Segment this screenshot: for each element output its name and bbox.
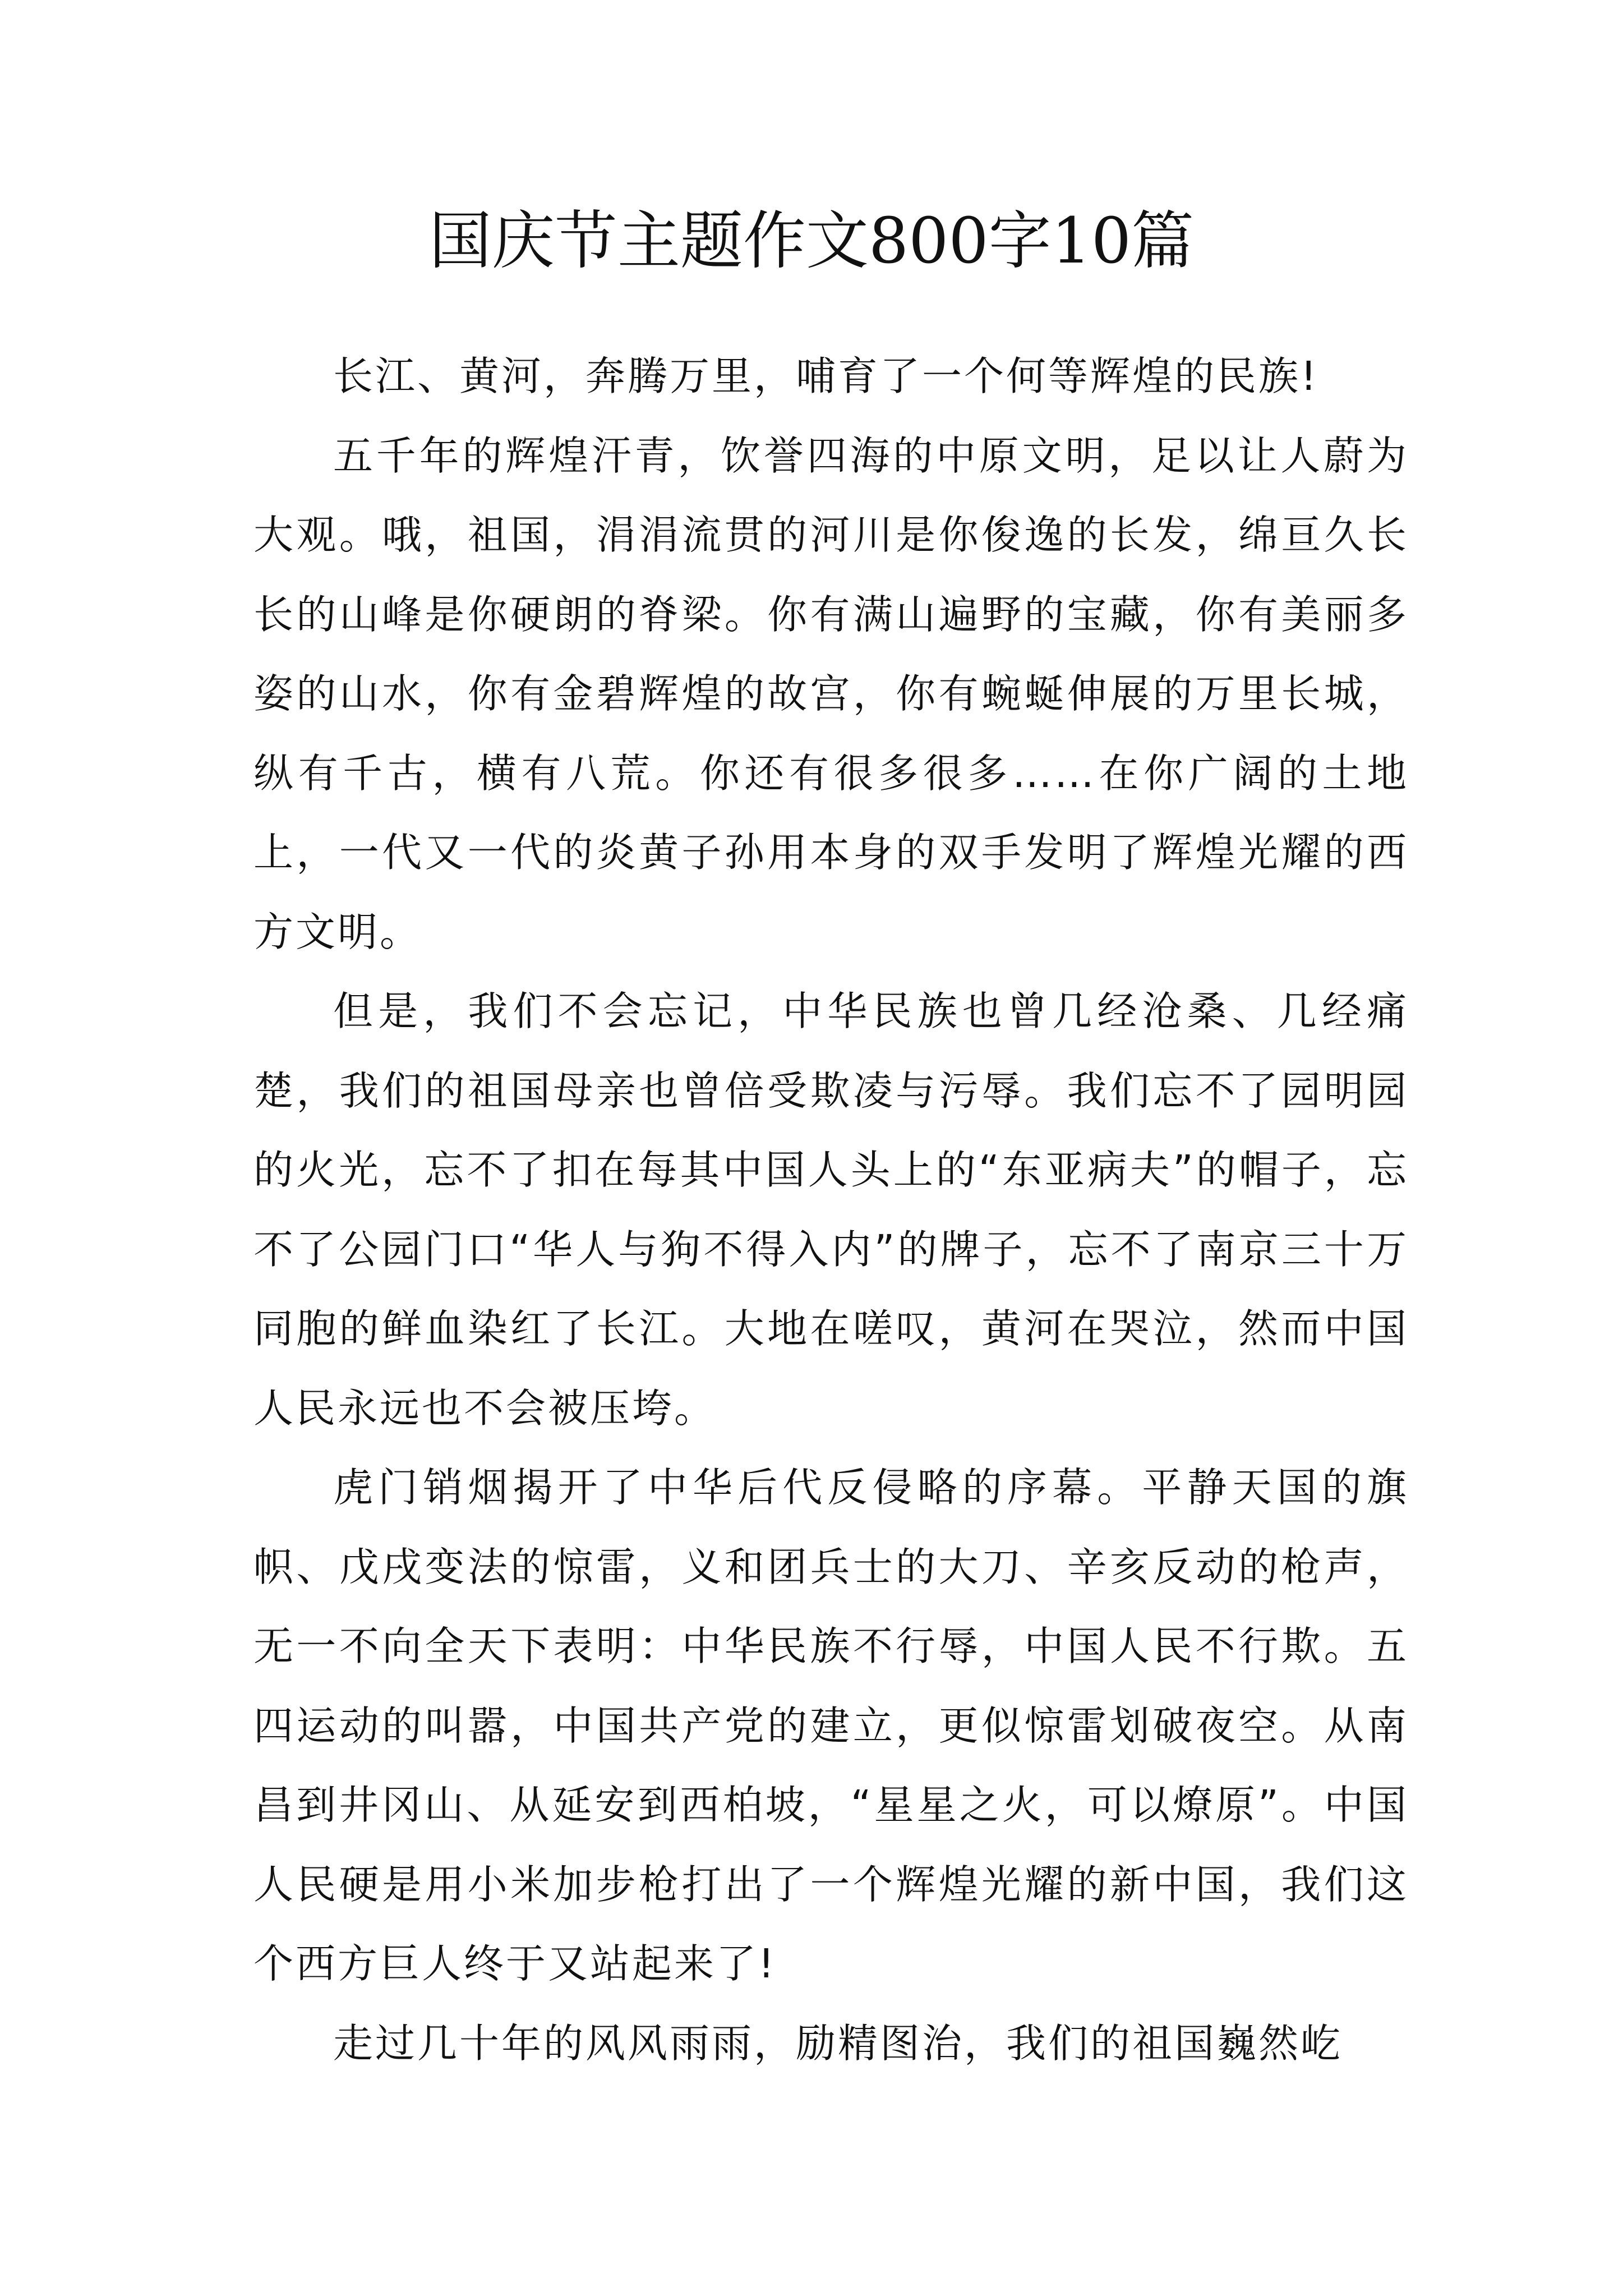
- paragraph-3: 但是，我们不会忘记，中华民族也曾几经沧桑、几经痛楚，我们的祖国母亲也曾倍受欺凌与污辱。我们忘不了园明园的火光，忘不了扣在每其中国人头上的“东亚病夫”的帽子，忘不了公园门口“华人与狗不得入内”的牌子，忘不了南京三十万同胞的鲜血染红了长江。大地在嗟叹，黄河在哭泣，然而中国人民永远也不会被压垮。: [253, 988, 1409, 1432]
- paragraph-2: 五千年的辉煌汗青，饮誉四海的中原文明，足以让人蔚为大观。哦，祖国，涓涓流贯的河川是你俊逸的长发，绵亘久长长的山峰是你硬朗的脊梁。你有满山遍野的宝藏，你有美丽多姿的山水，你有金碧辉煌的故宫，你有蜿蜒伸展的万里长城，纵有千古，横有八荒。你还有很多很多……在你广阔的土地上，一代又一代的炎黄子孙用本身的双手发明了辉煌光耀的西方文明。: [253, 432, 1409, 955]
- paragraph-4: 虎门销烟揭开了中华后代反侵略的序幕。平静天国的旗帜、戊戌变法的惊雷，义和团兵士的大刀、辛亥反动的枪声，无一不向全天下表明：中华民族不行辱，中国人民不行欺。五四运动的叫嚣，中国共产党的建立，更似惊雷划破夜空。从南昌到井冈山、从延安到西柏坡，“星星之火，可以燎原”。中国人民硬是用小米加步枪打出了一个辉煌光耀的新中国，我们这个西方巨人终于又站起来了!: [253, 1464, 1409, 1987]
- paragraph-5: 走过几十年的风风雨雨，励精图治，我们的祖国巍然屹: [333, 2019, 1343, 2067]
- document-body: [253, 337, 1409, 2083]
- document-title: 国庆节主题作文800字10篇: [428, 205, 1195, 278]
- paragraph-1: 长江、黄河，奔腾万里，哺育了一个何等辉煌的民族!: [333, 353, 1319, 399]
